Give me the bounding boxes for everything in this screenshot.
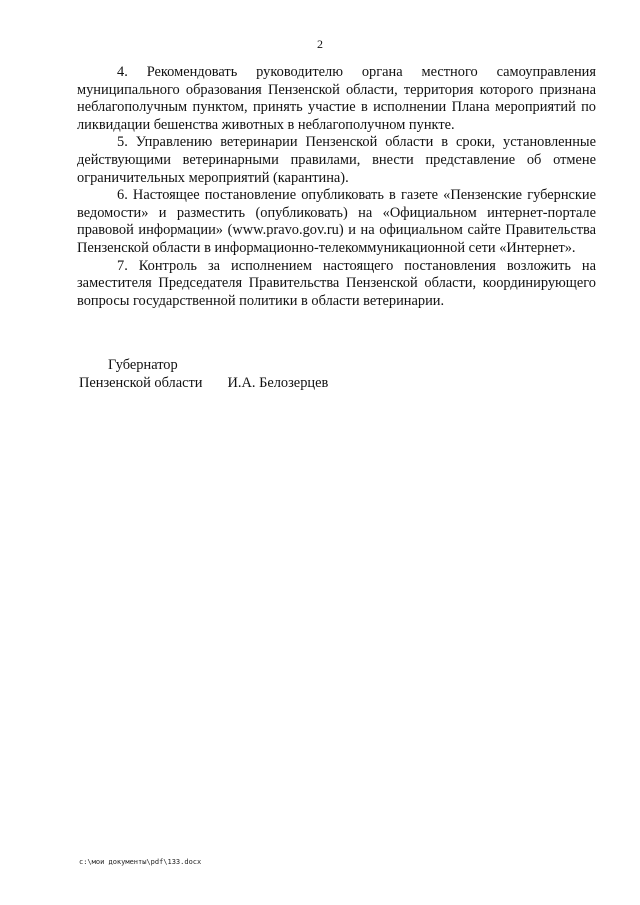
paragraph-item-6: 6. Настоящее постановление опубликовать в газете «Пензенские губернские ведомости» и разместить (опубликовать) на «Официальном интернет-портале правовой информации» (www.pravo.gov.ru) и на официальном сайте Правительства Пензенской области в информационно-телекоммуникационной сети «Интернет». bbox=[77, 187, 596, 256]
footer-file-path: c:\мои документы\pdf\133.docx bbox=[79, 858, 202, 866]
document-body bbox=[77, 64, 596, 310]
signatory-name: И.А. Белозерцев bbox=[227, 375, 329, 391]
signature-row bbox=[79, 374, 479, 392]
signatory-position: Губернатор bbox=[108, 357, 178, 373]
signatory-region: Пензенской области bbox=[79, 375, 203, 391]
signature-block bbox=[79, 356, 479, 392]
paragraph-item-7: 7. Контроль за исполнением настоящего постановления возложить на заместителя Председателя Правительства Пензенской области, координирующего вопросы государственной политики в области ветеринарии. bbox=[77, 257, 596, 309]
paragraph-item-4: 4. Рекомендовать руководителю органа местного самоуправления муниципального образования Пензенской области, территория которого признана неблагополучным пунктом, принять участие в исполнении Плана мероприятий по ликвидации бешенства животных в неблагополучном пункте. bbox=[77, 64, 596, 133]
paragraph-item-5: 5. Управлению ветеринарии Пензенской области в сроки, установленные действующими ветеринарными правилами, внести представление об отмене ограничительных мероприятий (карантина). bbox=[77, 134, 596, 186]
page-number: 2 bbox=[317, 37, 323, 51]
